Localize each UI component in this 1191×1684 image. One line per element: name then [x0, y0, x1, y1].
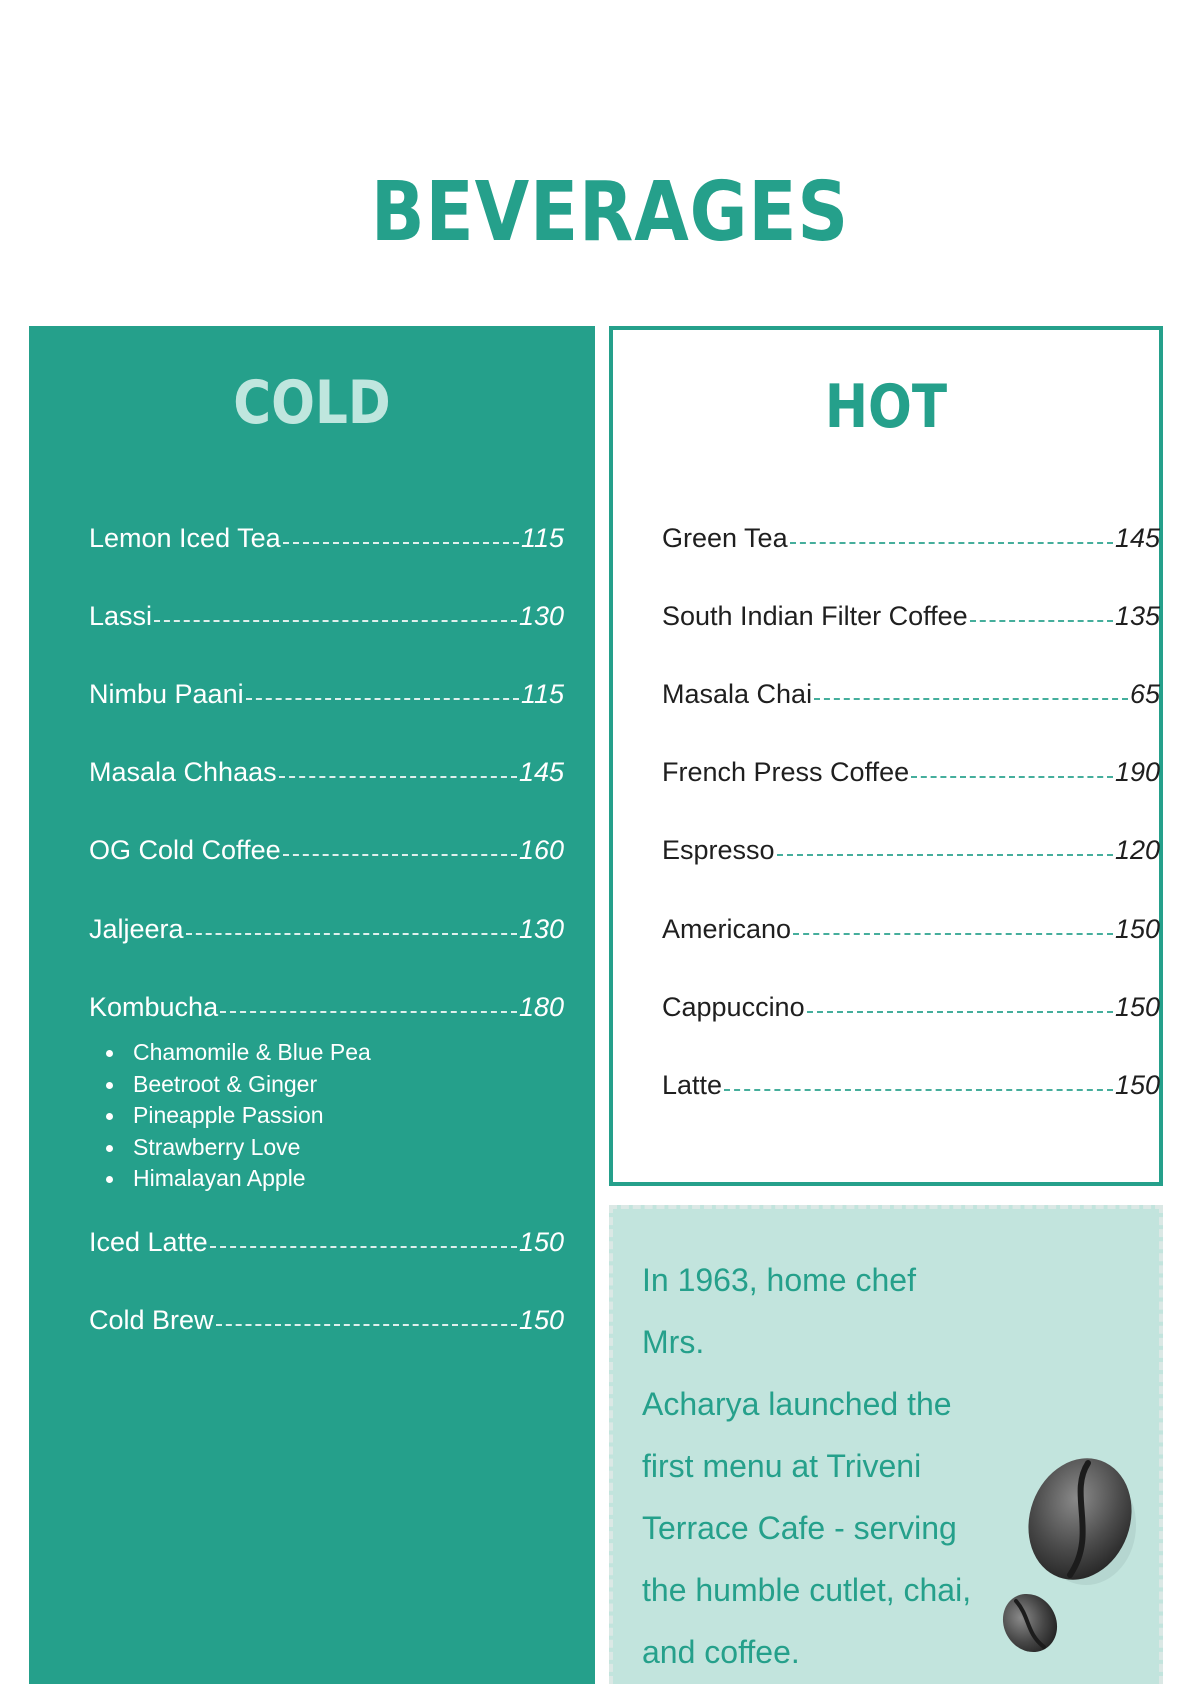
item-name: Kombucha: [89, 992, 219, 1022]
menu-item-south-indian-filter-coffee: [662, 601, 1160, 632]
coffee-bean-icon: [1018, 1449, 1148, 1589]
item-price: 115: [520, 523, 564, 553]
item-name: Latte: [662, 1070, 723, 1100]
kombucha-flavor-list: [103, 1037, 371, 1195]
item-name: Green Tea: [662, 523, 788, 553]
hot-beverages-panel: [609, 326, 1163, 1186]
item-price: 145: [1114, 523, 1160, 553]
cafe-story-box: [609, 1205, 1163, 1684]
dotted-leader: [220, 1011, 517, 1013]
item-name: Jaljeera: [89, 914, 184, 944]
dotted-leader: [186, 933, 517, 935]
hot-heading: HOT: [824, 372, 948, 442]
item-price: 180: [518, 992, 564, 1022]
item-name: Americano: [662, 914, 792, 944]
item-price: 120: [1114, 835, 1160, 865]
item-price: 130: [518, 914, 564, 944]
story-line: Terrace Cafe - serving: [642, 1510, 957, 1546]
item-name: French Press Coffee: [662, 757, 910, 787]
list-item: Strawberry Love: [103, 1132, 371, 1164]
list-item: Pineapple Passion: [103, 1100, 371, 1132]
dotted-leader: [246, 698, 519, 700]
story-line: first menu at Triveni: [642, 1448, 922, 1484]
item-name: Iced Latte: [89, 1227, 208, 1257]
menu-item-nimbu-paani: [89, 679, 564, 710]
item-name: South Indian Filter Coffee: [662, 601, 968, 631]
story-line: Acharya launched the: [642, 1386, 952, 1422]
item-price: 150: [518, 1305, 564, 1335]
item-name: Lassi: [89, 601, 153, 631]
cold-beverages-panel: [29, 326, 595, 1684]
story-line: the humble cutlet, chai,: [642, 1572, 972, 1608]
dotted-leader: [814, 698, 1128, 700]
menu-title: BEVERAGES: [370, 165, 850, 260]
item-price: 145: [518, 757, 564, 787]
menu-item-og-cold-coffee: [89, 835, 564, 866]
dotted-leader: [724, 1089, 1113, 1091]
dotted-leader: [970, 620, 1113, 622]
dotted-leader: [210, 1246, 517, 1248]
menu-item-lassi: [89, 601, 564, 632]
menu-item-espresso: [662, 835, 1160, 866]
dotted-leader: [216, 1324, 517, 1326]
menu-item-latte: [662, 1070, 1160, 1101]
item-name: Cold Brew: [89, 1305, 214, 1335]
dotted-leader: [283, 854, 517, 856]
menu-item-cold-brew: [89, 1305, 564, 1336]
menu-item-masala-chhaas: [89, 757, 564, 788]
item-name: Masala Chhaas: [89, 757, 277, 787]
menu-item-green-tea: [662, 523, 1160, 554]
cafe-story-text: [642, 1249, 972, 1683]
story-line: In 1963, home chef Mrs.: [642, 1262, 916, 1360]
item-price: 150: [1114, 914, 1160, 944]
menu-item-french-press-coffee: [662, 757, 1160, 788]
item-name: Masala Chai: [662, 679, 813, 709]
dotted-leader: [790, 542, 1113, 544]
list-item: Beetroot & Ginger: [103, 1069, 371, 1101]
item-price: 150: [518, 1227, 564, 1257]
item-name: Espresso: [662, 835, 775, 865]
dotted-leader: [777, 854, 1113, 856]
menu-item-kombucha: [89, 992, 564, 1023]
item-price: 150: [1114, 1070, 1160, 1100]
coffee-bean-icon: [996, 1589, 1066, 1659]
list-item: Himalayan Apple: [103, 1163, 371, 1195]
dotted-leader: [154, 620, 517, 622]
item-price: 190: [1114, 757, 1160, 787]
list-item: Chamomile & Blue Pea: [103, 1037, 371, 1069]
item-name: OG Cold Coffee: [89, 835, 281, 865]
menu-item-cappuccino: [662, 992, 1160, 1023]
item-price: 65: [1129, 679, 1160, 709]
menu-item-masala-chai: [662, 679, 1160, 710]
dotted-leader: [283, 542, 519, 544]
item-price: 115: [520, 679, 564, 709]
dotted-leader: [279, 776, 517, 778]
item-name: Nimbu Paani: [89, 679, 244, 709]
item-name: Lemon Iced Tea: [89, 523, 281, 553]
item-price: 150: [1114, 992, 1160, 1022]
item-price: 160: [518, 835, 564, 865]
menu-item-iced-latte: [89, 1227, 564, 1258]
story-line: and coffee.: [642, 1634, 800, 1670]
menu-item-lemon-iced-tea: [89, 523, 564, 554]
menu-item-jaljeera: [89, 914, 564, 945]
item-price: 135: [1114, 601, 1160, 631]
cold-heading: COLD: [233, 368, 391, 438]
dotted-leader: [807, 1011, 1113, 1013]
dotted-leader: [793, 933, 1113, 935]
dotted-leader: [911, 776, 1113, 778]
menu-item-americano: [662, 914, 1160, 945]
item-name: Cappuccino: [662, 992, 805, 1022]
item-price: 130: [518, 601, 564, 631]
